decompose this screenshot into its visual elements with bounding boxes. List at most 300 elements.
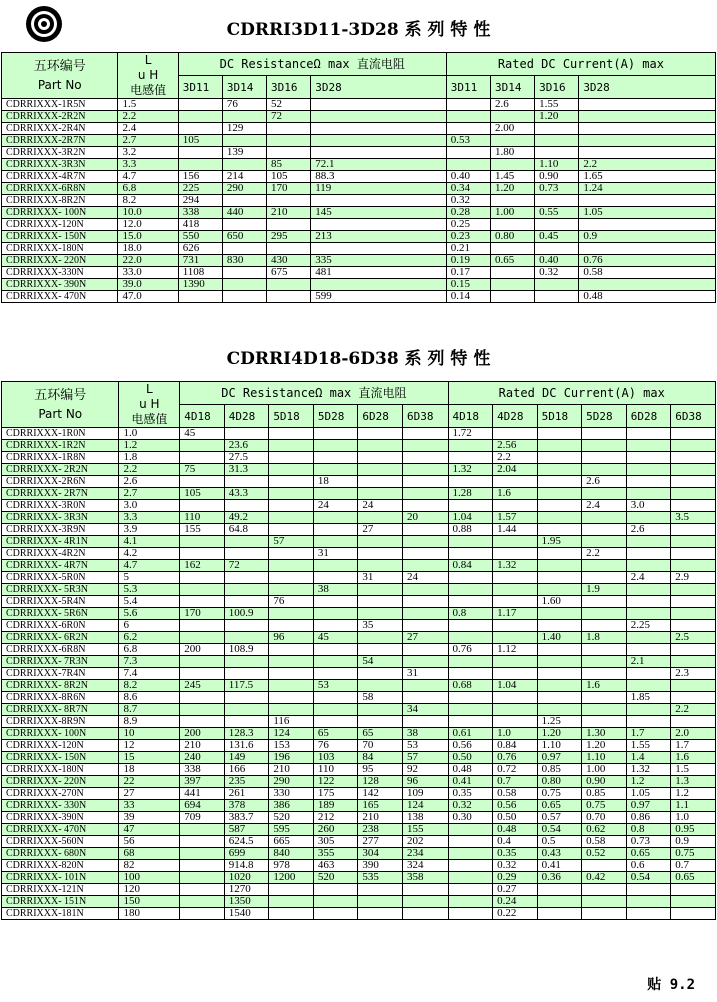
spec-value [358, 704, 403, 716]
spec-value [313, 560, 358, 572]
spec-value: 694 [180, 800, 225, 812]
spec-value [313, 908, 358, 920]
spec-value [582, 428, 627, 440]
inductance-value: 3.3 [118, 159, 178, 171]
spec-value: 355 [313, 848, 358, 860]
inductance-value: 150 [119, 896, 180, 908]
spec-value [448, 836, 493, 848]
part-number: CDRRIXXX- 2R7N [2, 488, 119, 500]
spec-value: 1.20 [537, 728, 582, 740]
spec-table-3d [1, 52, 716, 303]
table-row [2, 704, 716, 716]
part-number: CDRRIXXX-2R6N [2, 476, 119, 488]
part-number: CDRRIXXX-180N [2, 243, 118, 255]
spec-value [582, 656, 627, 668]
spec-value [222, 111, 266, 123]
spec-value: 1.95 [537, 536, 582, 548]
spec-value: 261 [224, 788, 269, 800]
inductance-value: 100 [119, 872, 180, 884]
spec-value [579, 279, 716, 291]
spec-value [579, 135, 716, 147]
spec-value: 2.6 [490, 99, 534, 111]
inductance-value: 7.4 [119, 668, 180, 680]
part-number: CDRRIXXX- 5R3N [2, 584, 119, 596]
spec-value: 335 [311, 255, 447, 267]
spec-value: 338 [178, 207, 222, 219]
spec-value [626, 488, 671, 500]
spec-value: 1.32 [626, 764, 671, 776]
spec-value: 520 [313, 872, 358, 884]
spec-value: 2.2 [493, 452, 538, 464]
cur-size-4d18: 4D18 [448, 405, 493, 428]
spec-value: 165 [358, 800, 403, 812]
spec-value: 1350 [224, 896, 269, 908]
spec-value [269, 440, 314, 452]
inductance-header-hdr_L: L [146, 382, 153, 396]
part-number: CDRRIXXX- 2R2N [2, 464, 119, 476]
spec-value [267, 279, 311, 291]
spec-value: 1.3 [671, 776, 716, 788]
table-row [2, 860, 716, 872]
spec-value: 0.32 [446, 195, 490, 207]
spec-value [180, 476, 225, 488]
spec-value [311, 219, 447, 231]
spec-value [311, 243, 447, 255]
spec-value [537, 584, 582, 596]
spec-value [493, 620, 538, 632]
spec-value: 210 [180, 740, 225, 752]
spec-value [224, 596, 269, 608]
spec-value [180, 632, 225, 644]
spec-value: 27 [402, 632, 448, 644]
spec-value [180, 548, 225, 560]
spec-value: 0.65 [490, 255, 534, 267]
part-number: CDRRIXXX- 390N [2, 279, 118, 291]
spec-value [626, 716, 671, 728]
spec-value: 1.04 [493, 680, 538, 692]
spec-value: 587 [224, 824, 269, 836]
spec-value: 535 [358, 872, 403, 884]
spec-value [269, 908, 314, 920]
spec-value [402, 560, 448, 572]
spec-value: 1.0 [493, 728, 538, 740]
spec-value: 57 [269, 536, 314, 548]
spec-value [626, 548, 671, 560]
spec-value: 0.29 [493, 872, 538, 884]
spec-value: 0.50 [493, 812, 538, 824]
spec-value: 110 [180, 512, 225, 524]
spec-value [358, 632, 403, 644]
part-number: CDRRIXXX-330N [2, 267, 118, 279]
part-number: CDRRIXXX-1R8N [2, 452, 119, 464]
inductance-value: 1.0 [119, 428, 180, 440]
table-row [2, 812, 716, 824]
spec-value: 116 [269, 716, 314, 728]
spec-value [446, 159, 490, 171]
table-row [2, 536, 716, 548]
part-no-header-en: Part No [37, 77, 82, 92]
table-row [2, 884, 716, 896]
spec-table-4d [1, 381, 716, 920]
spec-value [537, 524, 582, 536]
spec-value: 1020 [224, 872, 269, 884]
inductance-value: 33 [119, 800, 180, 812]
inductance-value: 10.0 [118, 207, 178, 219]
spec-value: 595 [269, 824, 314, 836]
spec-value [402, 500, 448, 512]
spec-value: 1200 [269, 872, 314, 884]
part-number: CDRRIXXX-180N [2, 764, 119, 776]
spec-value: 2.6 [626, 524, 671, 536]
spec-value [178, 99, 222, 111]
spec-value: 129 [222, 123, 266, 135]
spec-value [402, 908, 448, 920]
spec-value: 235 [224, 776, 269, 788]
table-row [2, 824, 716, 836]
table2-title: CDRRI4D18-6D38 系 列 特 性 [226, 349, 491, 369]
spec-value: 0.58 [582, 836, 627, 848]
table-row [2, 147, 716, 159]
spec-value: 2.4 [626, 572, 671, 584]
spec-value [313, 668, 358, 680]
table-row [2, 644, 716, 656]
spec-value [178, 111, 222, 123]
table-row [2, 195, 716, 207]
spec-value [224, 620, 269, 632]
dcr-size-5d28: 5D28 [313, 405, 358, 428]
part-number: CDRRIXXX-1R2N [2, 440, 119, 452]
part-no-header-en: Part No [38, 406, 83, 421]
spec-value: 72.1 [311, 159, 447, 171]
spec-value [311, 99, 447, 111]
spec-value [224, 536, 269, 548]
spec-value: 1.17 [493, 608, 538, 620]
spec-value [448, 500, 493, 512]
cur-size-6d28: 6D28 [626, 405, 671, 428]
spec-value [671, 584, 716, 596]
spec-value [671, 488, 716, 500]
spec-value [224, 632, 269, 644]
spec-value: 54 [358, 656, 403, 668]
table-row [2, 656, 716, 668]
spec-value [671, 680, 716, 692]
spec-value [358, 440, 403, 452]
inductance-value: 15 [119, 752, 180, 764]
spec-value [313, 620, 358, 632]
part-number: CDRRIXXX- 101N [2, 872, 119, 884]
spec-value [448, 716, 493, 728]
spec-value [358, 608, 403, 620]
spec-value [180, 872, 225, 884]
spec-value [313, 716, 358, 728]
table-row [2, 524, 716, 536]
spec-value: 0.28 [446, 207, 490, 219]
spec-value [537, 512, 582, 524]
spec-value: 0.61 [448, 728, 493, 740]
spec-value [626, 704, 671, 716]
spec-value: 238 [358, 824, 403, 836]
spec-value [490, 219, 534, 231]
spec-value [180, 860, 225, 872]
spec-value: 2.5 [671, 632, 716, 644]
table-row [2, 692, 716, 704]
spec-value [269, 704, 314, 716]
spec-value [180, 896, 225, 908]
spec-value: 1.60 [537, 596, 582, 608]
spec-value: 1.30 [582, 728, 627, 740]
spec-value: 0.32 [448, 800, 493, 812]
spec-value: 117.5 [224, 680, 269, 692]
inductance-value: 8.9 [119, 716, 180, 728]
part-number: CDRRIXXX-3R3N [2, 159, 118, 171]
inductance-value: 5.6 [119, 608, 180, 620]
spec-value [402, 584, 448, 596]
spec-value: 24 [313, 500, 358, 512]
spec-value [402, 452, 448, 464]
spec-value [582, 608, 627, 620]
spec-value [671, 452, 716, 464]
spec-value [180, 440, 225, 452]
spec-value [224, 500, 269, 512]
spec-value [671, 536, 716, 548]
spec-value: 277 [358, 836, 403, 848]
spec-value [224, 716, 269, 728]
spec-value [269, 608, 314, 620]
spec-value: 0.43 [537, 848, 582, 860]
table-row [2, 476, 716, 488]
spec-value: 0.15 [446, 279, 490, 291]
table-row [2, 243, 716, 255]
inductance-value: 33.0 [118, 267, 178, 279]
spec-value [180, 908, 225, 920]
spec-value [493, 692, 538, 704]
table-row [2, 848, 716, 860]
spec-value: 175 [313, 788, 358, 800]
spec-value [582, 596, 627, 608]
spec-value [358, 644, 403, 656]
spec-value [537, 488, 582, 500]
spec-value [448, 596, 493, 608]
part-number: CDRRIXXX- 7R3N [2, 656, 119, 668]
spec-value: 96 [269, 632, 314, 644]
spec-value [358, 896, 403, 908]
spec-value [448, 884, 493, 896]
spec-value [358, 536, 403, 548]
spec-value [269, 476, 314, 488]
spec-value [490, 291, 534, 303]
spec-value: 0.32 [535, 267, 579, 279]
spec-value [448, 824, 493, 836]
spec-value: 155 [180, 524, 225, 536]
spec-value [448, 476, 493, 488]
spec-value [537, 452, 582, 464]
spec-value [313, 428, 358, 440]
inductance-value: 47.0 [118, 291, 178, 303]
spec-value: 0.52 [582, 848, 627, 860]
spec-value [535, 135, 579, 147]
spec-value: 441 [180, 788, 225, 800]
spec-value: 45 [313, 632, 358, 644]
spec-value: 128.3 [224, 728, 269, 740]
spec-value: 290 [222, 183, 266, 195]
part-number: CDRRIXXX- 150N [2, 231, 118, 243]
spec-value: 0.27 [493, 884, 538, 896]
spec-value [582, 644, 627, 656]
spec-value [269, 644, 314, 656]
spec-value: 0.62 [582, 824, 627, 836]
spec-value: 2.25 [626, 620, 671, 632]
spec-value [269, 560, 314, 572]
spec-value: 0.19 [446, 255, 490, 267]
spec-value: 0.80 [490, 231, 534, 243]
spec-value: 2.3 [671, 668, 716, 680]
table-row [2, 183, 716, 195]
spec-value [671, 908, 716, 920]
table-row [2, 764, 716, 776]
spec-value: 0.86 [626, 812, 671, 824]
spec-value: 24 [358, 500, 403, 512]
spec-value [267, 291, 311, 303]
spec-value: 100.9 [224, 608, 269, 620]
spec-value [493, 632, 538, 644]
spec-value: 105 [178, 135, 222, 147]
spec-value [267, 243, 311, 255]
spec-value [582, 524, 627, 536]
spec-value [490, 243, 534, 255]
spec-value [537, 656, 582, 668]
spec-value: 1.4 [626, 752, 671, 764]
spec-value: 1.12 [493, 644, 538, 656]
spec-value: 430 [267, 255, 311, 267]
inductance-value: 4.7 [119, 560, 180, 572]
spec-value: 108.9 [224, 644, 269, 656]
spec-value [490, 111, 534, 123]
spec-value [222, 267, 266, 279]
spec-value [537, 620, 582, 632]
cur-size-3d28: 3D28 [579, 76, 716, 99]
spec-value [626, 536, 671, 548]
spec-value [626, 680, 671, 692]
spec-value [222, 243, 266, 255]
spec-value [180, 452, 225, 464]
spec-value: 0.7 [671, 860, 716, 872]
spec-value: 0.65 [671, 872, 716, 884]
inductance-value: 18.0 [118, 243, 178, 255]
spec-value: 196 [269, 752, 314, 764]
spec-value [582, 452, 627, 464]
spec-value [493, 536, 538, 548]
inductance-value: 2.6 [119, 476, 180, 488]
part-number: CDRRIXXX-820N [2, 860, 119, 872]
spec-value [493, 476, 538, 488]
spec-value [671, 596, 716, 608]
spec-value [313, 692, 358, 704]
spec-value: 0.8 [448, 608, 493, 620]
spec-value: 0.84 [493, 740, 538, 752]
spec-value [224, 476, 269, 488]
spec-value: 0.40 [446, 171, 490, 183]
inductance-value: 18 [119, 764, 180, 776]
spec-value [180, 692, 225, 704]
table-row [2, 608, 716, 620]
spec-value: 210 [267, 207, 311, 219]
spec-value [358, 668, 403, 680]
spec-value: 72 [267, 111, 311, 123]
spec-value: 0.42 [582, 872, 627, 884]
inductance-value: 39.0 [118, 279, 178, 291]
spec-value [269, 896, 314, 908]
spec-value: 304 [358, 848, 403, 860]
spec-value [493, 572, 538, 584]
spec-value: 1.10 [537, 740, 582, 752]
spec-value: 85 [267, 159, 311, 171]
spec-value [402, 440, 448, 452]
spec-value [579, 111, 716, 123]
spec-value [180, 848, 225, 860]
spec-value [402, 680, 448, 692]
spec-value: 18 [313, 476, 358, 488]
part-number: CDRRIXXX- 100N [2, 207, 118, 219]
spec-value [269, 428, 314, 440]
spec-value: 0.41 [448, 776, 493, 788]
spec-value [493, 596, 538, 608]
spec-value [180, 884, 225, 896]
spec-value: 0.32 [493, 860, 538, 872]
spec-value [358, 452, 403, 464]
spec-value [537, 572, 582, 584]
spec-value [671, 440, 716, 452]
spec-value: 550 [178, 231, 222, 243]
spec-value [222, 291, 266, 303]
spec-value: 49.2 [224, 512, 269, 524]
spec-value [358, 884, 403, 896]
spec-value [448, 548, 493, 560]
spec-value [582, 512, 627, 524]
spec-value [313, 596, 358, 608]
spec-value [269, 524, 314, 536]
spec-value [269, 464, 314, 476]
spec-value [180, 572, 225, 584]
part-number: CDRRIXXX-5R0N [2, 572, 119, 584]
part-number: CDRRIXXX-6R0N [2, 620, 119, 632]
spec-value [493, 656, 538, 668]
table-row [2, 159, 716, 171]
spec-value [671, 896, 716, 908]
spec-value: 978 [269, 860, 314, 872]
spec-value: 153 [269, 740, 314, 752]
part-number: CDRRIXXX-1R5N [2, 99, 118, 111]
part-number: CDRRIXXX-120N [2, 219, 118, 231]
spec-value: 1.7 [626, 728, 671, 740]
spec-value: 0.14 [446, 291, 490, 303]
spec-value: 830 [222, 255, 266, 267]
inductance-value: 4.2 [119, 548, 180, 560]
spec-value [582, 716, 627, 728]
table-row [2, 788, 716, 800]
table-row [2, 464, 716, 476]
part-number: CDRRIXXX-8R9N [2, 716, 119, 728]
spec-value: 64.8 [224, 524, 269, 536]
spec-value [626, 632, 671, 644]
spec-value: 210 [358, 812, 403, 824]
inductance-value: 5.3 [119, 584, 180, 596]
spec-value: 1.6 [582, 680, 627, 692]
spec-value [493, 500, 538, 512]
spec-value [402, 896, 448, 908]
part-number: CDRRIXXX-120N [2, 740, 119, 752]
spec-value: 1.9 [582, 584, 627, 596]
spec-value [537, 692, 582, 704]
